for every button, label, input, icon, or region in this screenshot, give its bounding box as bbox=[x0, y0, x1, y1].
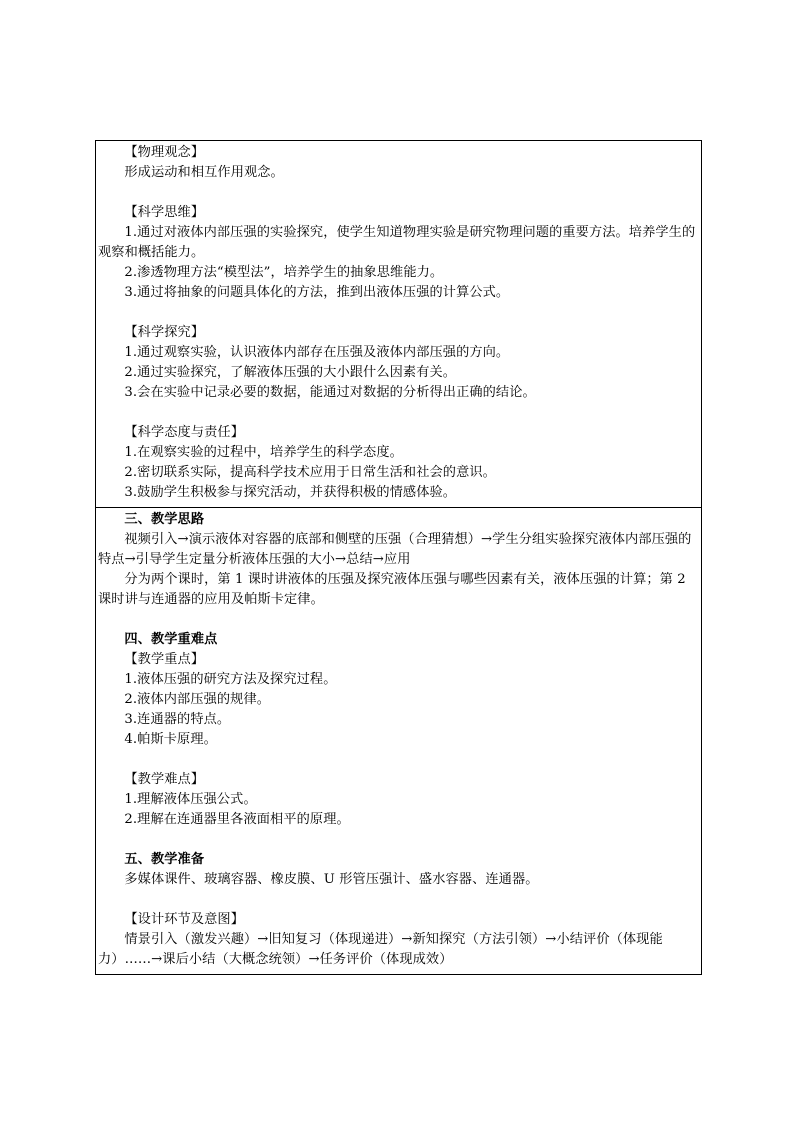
list-item: 3.通过将抽象的问题具体化的方法，推到出液体压强的计算公式。 bbox=[124, 285, 510, 300]
list-item: 1.理解液体压强公式。 bbox=[124, 792, 257, 807]
difficult-points-heading: 【教学难点】 bbox=[124, 772, 205, 787]
design-heading: 【设计环节及意图】 bbox=[124, 912, 244, 927]
list-item: 1.液体压强的研究方法及探究过程。 bbox=[124, 672, 337, 687]
lesson-plan-table bbox=[95, 140, 702, 975]
key-points-heading: 【教学重点】 bbox=[124, 652, 205, 667]
list-item: 1.在观察实验的过程中，培养学生的科学态度。 bbox=[124, 445, 403, 460]
spacer bbox=[98, 303, 699, 323]
list-item: 2.密切联系实际，提高科学技术应用于日常生活和社会的意识。 bbox=[124, 465, 496, 480]
list-item: 2.通过实验探究，了解液体压强的大小跟什么因素有关。 bbox=[124, 365, 457, 380]
list-item: 3.鼓励学生积极参与探究活动，并获得积极的情感体验。 bbox=[124, 485, 457, 500]
section-3-paragraph-1: 视频引入→演示液体对容器的底部和侧壁的压强（合理猜想）→学生分组实验探究液体内部压强的特点→引导学生定量分析液体压强的大小→总结→应用 bbox=[98, 532, 692, 567]
section-3-title: 三、教学思路 bbox=[124, 512, 205, 527]
section-3-paragraph-2: 分为两个课时，第 1 课时讲液体的压强及探究液体压强与哪些因素有关，液体压强的计算；第 2 课时讲与连通器的应用及帕斯卡定律。 bbox=[98, 572, 686, 607]
physics-concept-text: 形成运动和相互作用观念。 bbox=[124, 165, 284, 180]
list-item: 3.连通器的特点。 bbox=[124, 712, 231, 727]
list-item: 1.通过观察实验，认识液体内部存在压强及液体内部压强的方向。 bbox=[124, 345, 510, 360]
design-text: 情景引入（激发兴趣）→旧知复习（体现递进）→新知探究（方法引领）→小结评价（体现能力）……→课后小结（大概念统领）→任务评价（体现成效） bbox=[98, 932, 663, 967]
list-item: 1.通过对液体内部压强的实验探究，使学生知道物理实验是研究物理问题的重要方法。培养学生的观察和概括能力。 bbox=[98, 225, 696, 260]
section-5-title: 五、教学准备 bbox=[124, 852, 205, 867]
attitude-responsibility-heading: 【科学态度与责任】 bbox=[124, 425, 244, 440]
list-item: 2.渗透物理方法“模型法”，培养学生的抽象思维能力。 bbox=[124, 265, 444, 280]
spacer bbox=[98, 610, 699, 630]
scientific-inquiry-heading: 【科学探究】 bbox=[124, 325, 205, 340]
physics-concept-heading: 【物理观念】 bbox=[124, 145, 205, 160]
section-5-text: 多媒体课件、玻璃容器、橡皮膜、U 形管压强计、盛水容器、连通器。 bbox=[124, 872, 539, 887]
list-item: 3.会在实验中记录必要的数据，能通过对数据的分析得出正确的结论。 bbox=[124, 385, 536, 400]
list-item: 2.液体内部压强的规律。 bbox=[124, 692, 271, 707]
list-item: 2.理解在连通器里各液面相平的原理。 bbox=[124, 812, 350, 827]
teaching-plan-cell bbox=[96, 507, 701, 974]
scientific-thinking-heading: 【科学思维】 bbox=[124, 205, 205, 220]
objectives-cell bbox=[96, 141, 701, 507]
spacer bbox=[98, 890, 699, 910]
spacer bbox=[98, 750, 699, 770]
spacer bbox=[98, 183, 699, 203]
list-item: 4.帕斯卡原理。 bbox=[124, 732, 217, 747]
spacer bbox=[98, 403, 699, 423]
spacer bbox=[98, 830, 699, 850]
section-4-title: 四、教学重难点 bbox=[124, 632, 218, 647]
